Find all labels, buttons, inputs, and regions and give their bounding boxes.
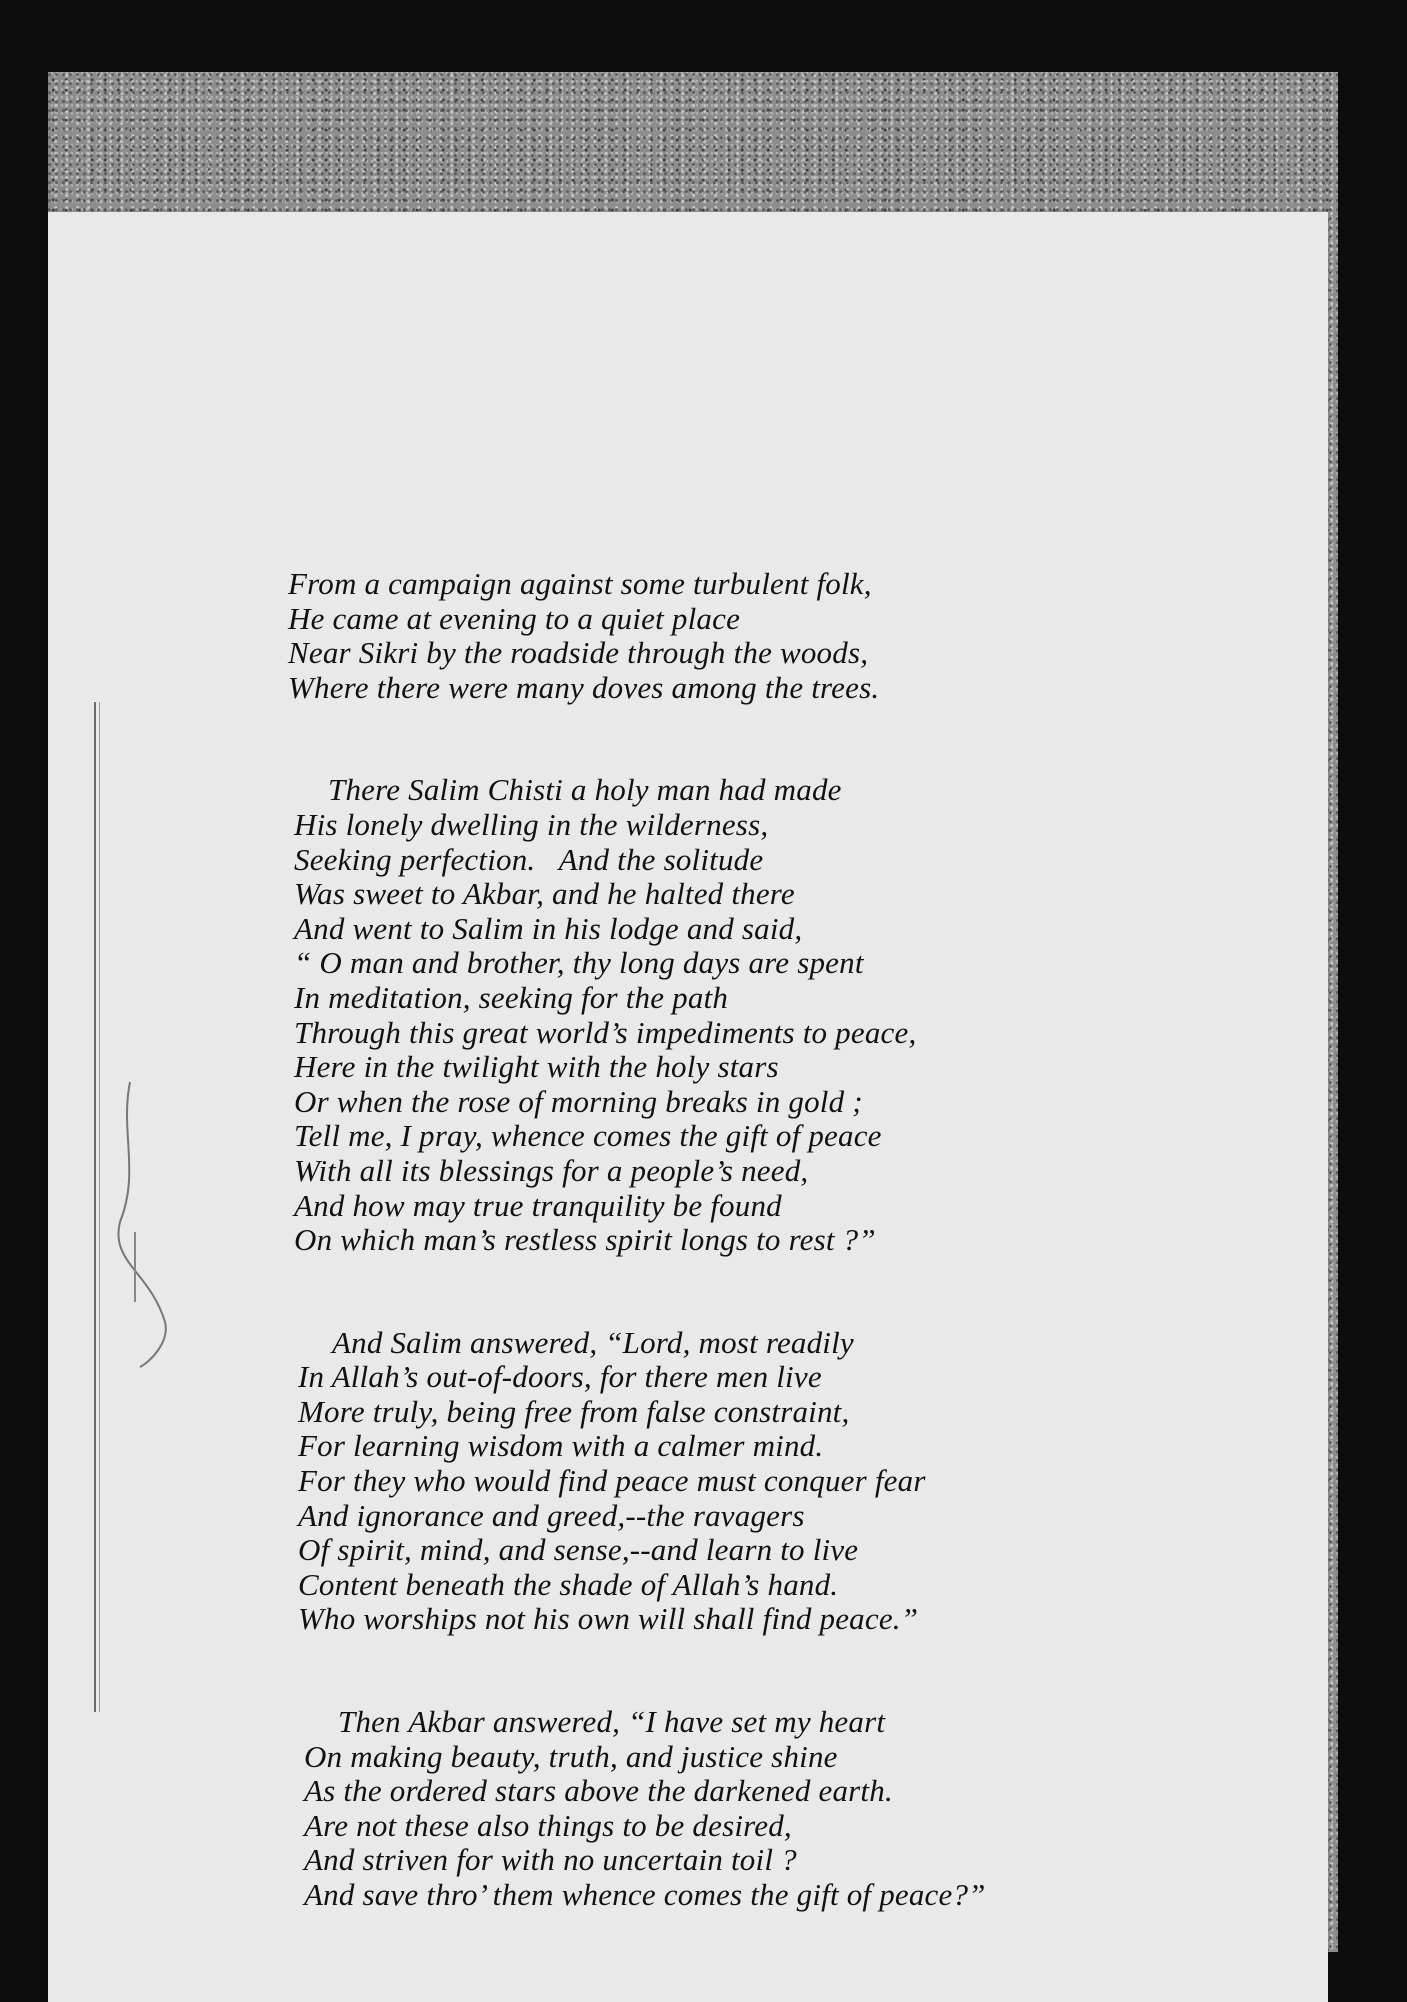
poem-line: For they who would find peace must conquer fear <box>298 1463 926 1499</box>
poem-line: Here in the twilight with the holy stars <box>294 1049 779 1085</box>
poem-line: Of spirit, mind, and sense,--and learn to live <box>298 1532 859 1568</box>
poem <box>288 567 1188 1981</box>
poem-line: Where there were many doves among the trees. <box>288 669 880 705</box>
poem-line: Or when the rose of morning breaks in gold ; <box>294 1083 863 1119</box>
poem-line: There Salim Chisti a holy man had made <box>328 772 842 808</box>
poem-line: And ignorance and greed,--the ravagers <box>298 1497 805 1533</box>
poem-line: Then Akbar answered, “I have set my heart <box>338 1704 886 1740</box>
poem-line: In meditation, seeking for the path <box>294 979 729 1015</box>
stanza <box>294 773 1188 1257</box>
stanza <box>304 1705 1188 1913</box>
poem-line: On making beauty, truth, and justice shine <box>304 1738 838 1774</box>
poem-line: Are not these also things to be desired, <box>304 1807 792 1843</box>
poem-line: “ O man and brother, thy long days are spent <box>294 945 864 981</box>
poem-line: With all its blessings for a people’s need, <box>294 1152 809 1188</box>
stanza <box>288 567 1188 705</box>
margin-scribble <box>110 1072 180 1372</box>
poem-line: Tell me, I pray, whence comes the gift of peace <box>294 1118 882 1154</box>
poem-line: And how may true tranquility be found <box>294 1187 782 1223</box>
poem-line: Seeking perfection. And the solitude <box>294 841 764 877</box>
poem-line: His lonely dwelling in the wilderness, <box>294 806 769 842</box>
poem-line: Near Sikri by the roadside through the woods, <box>288 635 869 671</box>
poem-line: As the ordered stars above the darkened earth. <box>304 1773 893 1809</box>
poem-line: Content beneath the shade of Allah’s hand. <box>298 1566 839 1602</box>
poem-line: And went to Salim in his lodge and said, <box>294 910 803 946</box>
poem-line: And save thro’ them whence comes the gift of peace?” <box>304 1877 986 1912</box>
poem-line: For learning wisdom with a calmer mind. <box>298 1428 824 1464</box>
poem-line: In Allah’s out-of-doors, for there men live <box>298 1359 822 1395</box>
page-sheet <box>48 212 1328 2002</box>
poem-line: On which man’s restless spirit longs to rest ?” <box>294 1222 876 1258</box>
poem-line: From a campaign against some turbulent folk, <box>288 566 872 601</box>
poem-line: And striven for with no uncertain toil ? <box>304 1842 797 1878</box>
poem-line: And Salim answered, “Lord, most readily <box>332 1324 854 1360</box>
poem-line: Who worships not his own will shall find peace.” <box>298 1601 919 1637</box>
scan-border <box>48 72 1338 1952</box>
poem-line: More truly, being free from false constraint, <box>298 1393 850 1429</box>
poem-line: Through this great world’s impediments to peace, <box>294 1014 917 1050</box>
stanza <box>298 1326 1188 1637</box>
poem-line: He came at evening to a quiet place <box>288 600 741 636</box>
poem-line: Was sweet to Akbar, and he halted there <box>294 876 795 912</box>
margin-pencil-mark <box>94 702 100 1712</box>
